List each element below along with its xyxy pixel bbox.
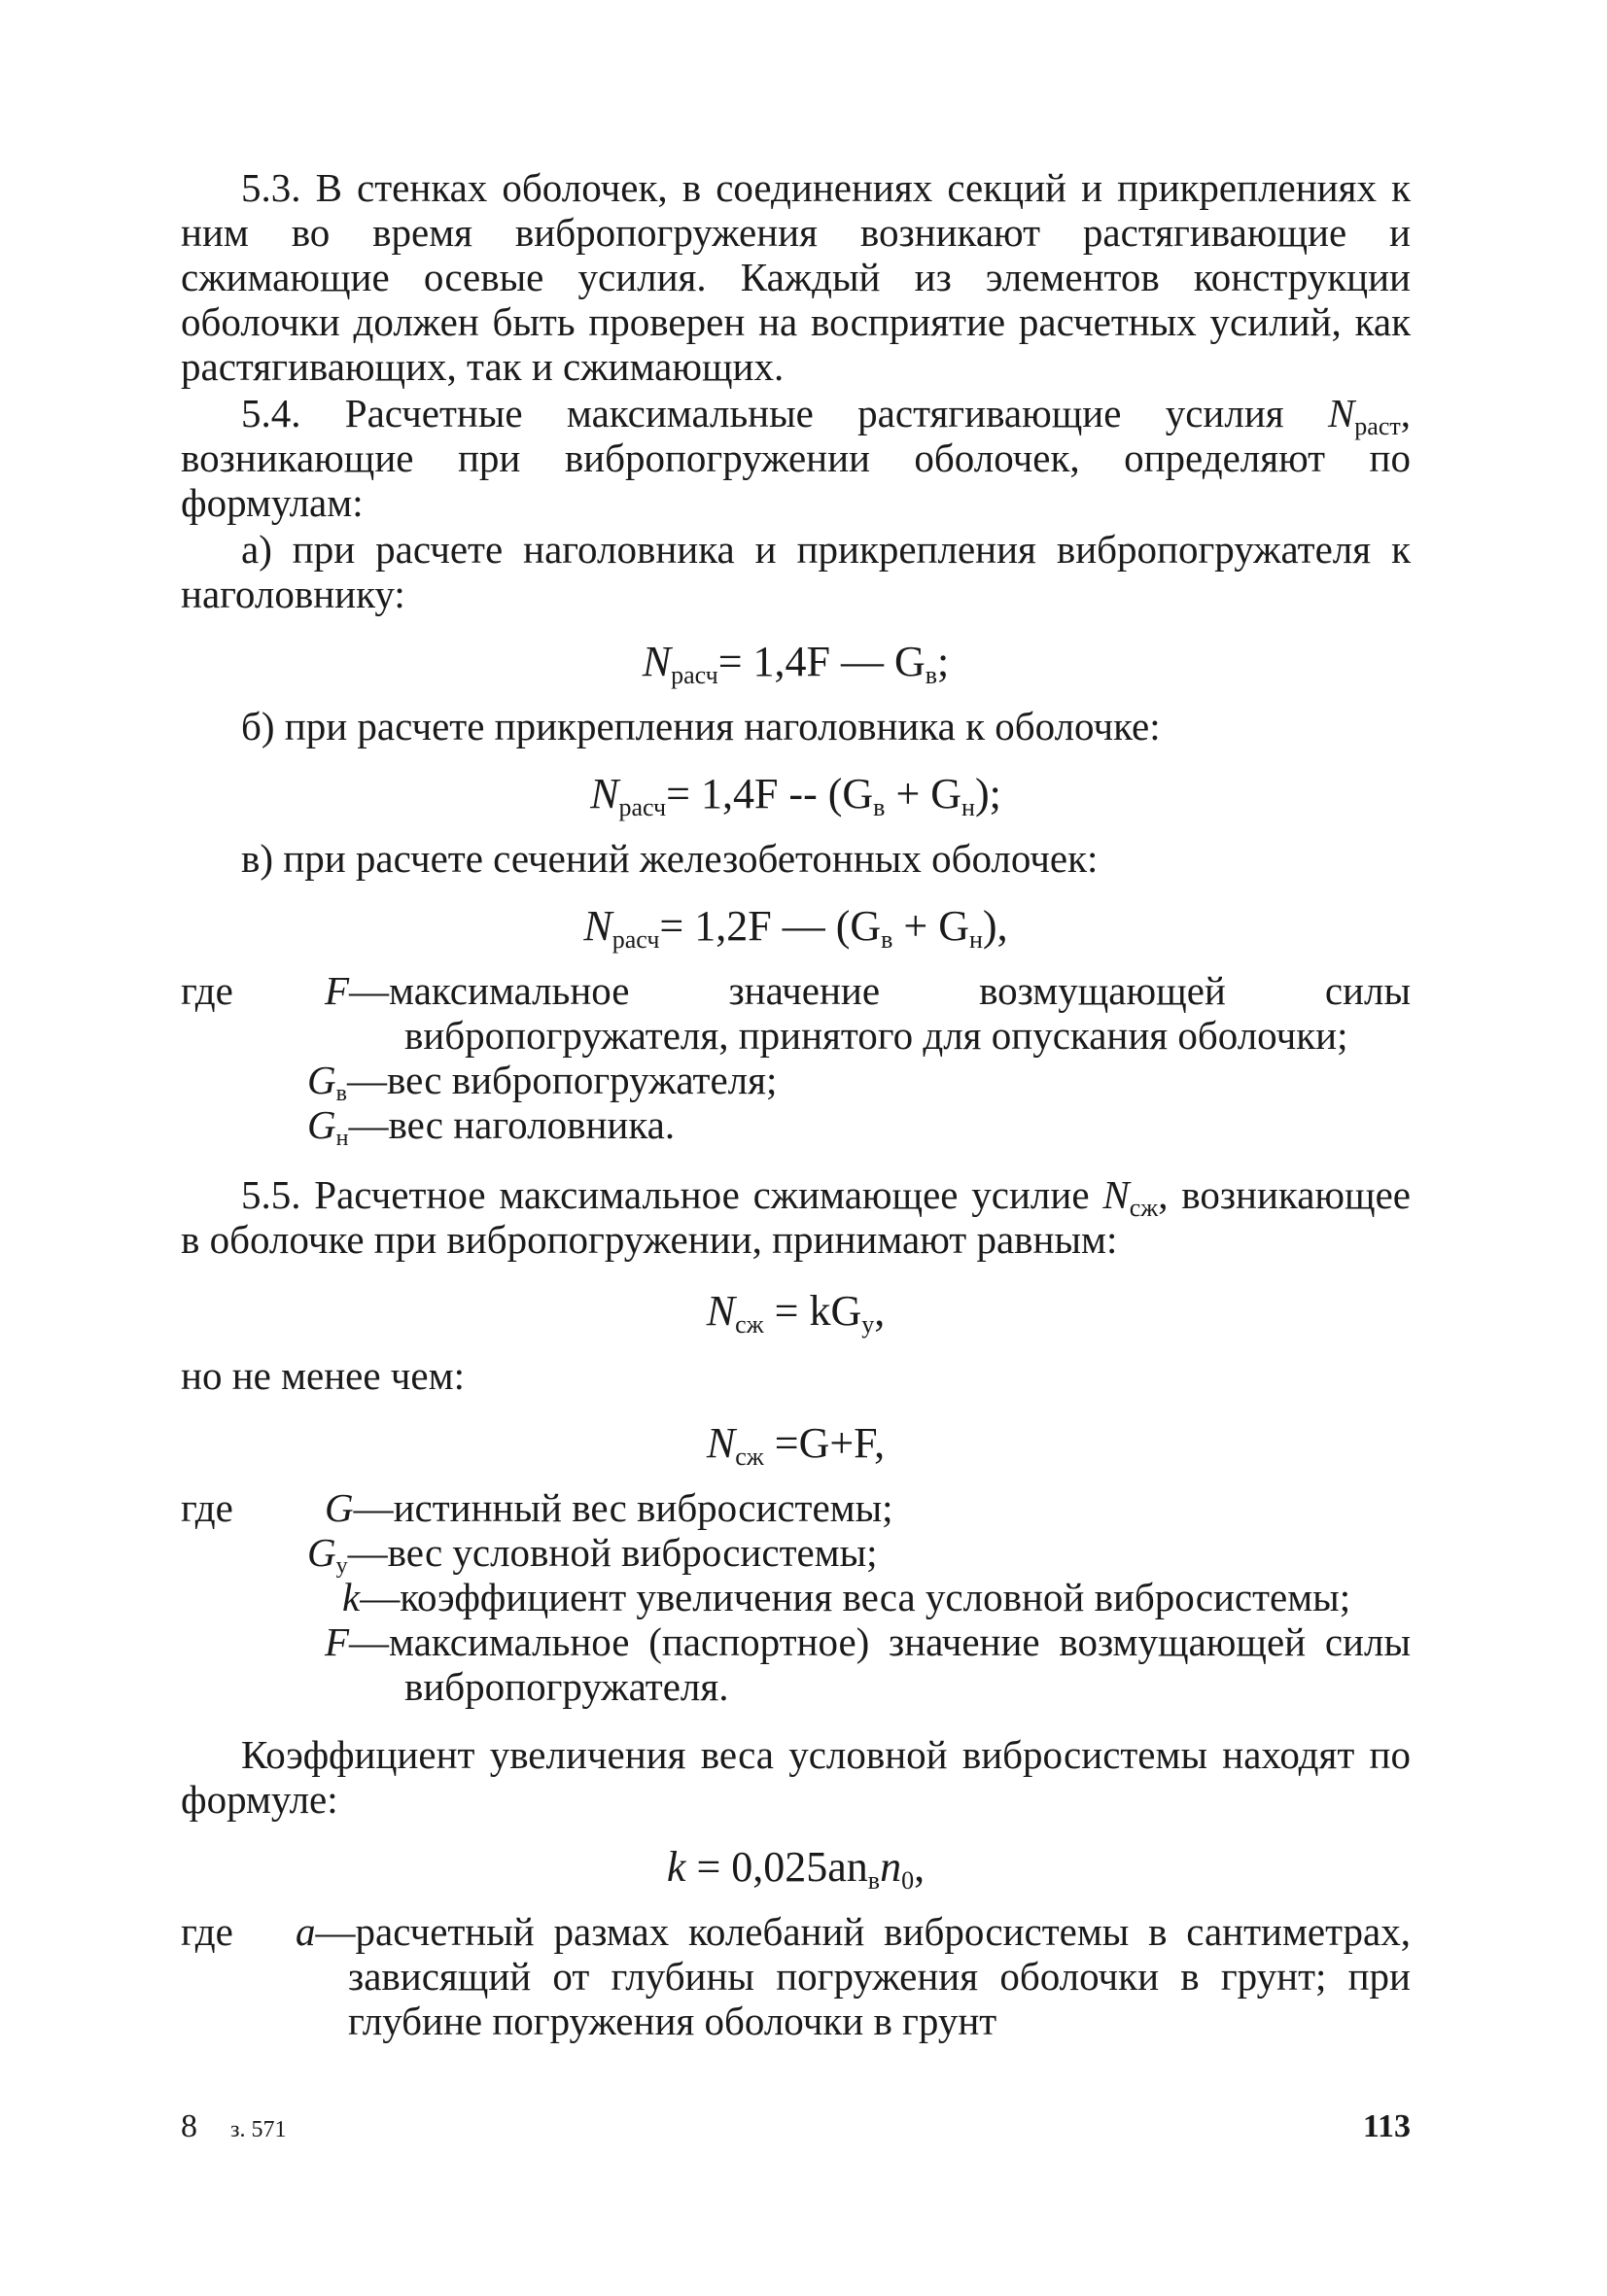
definition-g-v: $G_в—вес$ вибропогружателя;	[307, 1058, 778, 1106]
case-a-text: а) при расчете наголовника и прикрепления вибропогружателя к наголовнику:	[181, 527, 1411, 616]
where-label-2: где	[181, 1485, 233, 1530]
definition-a: a—расчетный размах колебаний вибросистемы в сантиметрах, зависящий от глубины погружения оболочки в грунт; при глубине погружения оболочки в грунт	[296, 1909, 1411, 2043]
definition-g: G—истинный вес вибросистемы;	[325, 1485, 893, 1530]
formula-1: $N_{расч}= 1,4F$ — $G_в$;	[642, 638, 950, 689]
definitions-block-2	[181, 1485, 1411, 1709]
formula-4: $N_{сж} = kG_у$,	[706, 1287, 886, 1339]
definition-g-n: $G_н—вес$ наголовника.	[307, 1102, 676, 1151]
where-label-3: где	[181, 1909, 233, 1954]
definition-k: k—коэффициент увеличения веса условной вибросистемы;	[342, 1575, 1351, 1619]
not-less-text: но не менее чем:	[181, 1353, 465, 1398]
definition-g-u: $G_у—вес$ условной вибросистемы;	[307, 1530, 878, 1579]
footer-signature: 8 з. 571	[181, 2108, 287, 2144]
paragraph-5-4-text-a: 5.4. Расчетные максимальные растягивающие усилия	[241, 391, 1328, 435]
definitions-block-3	[181, 1909, 1411, 2043]
symbol-n-rast-sub: раст	[1354, 412, 1401, 440]
definitions-block-1	[181, 968, 1411, 1151]
page-number: 113	[1362, 2108, 1411, 2144]
paragraph-5-5: 5.5. Расчетное максимальное сжимающее усилие Nсж, возникающее в оболочке при вибропогружении, принимают равным:	[181, 1172, 1411, 1262]
symbol-n-rast: N	[1327, 391, 1355, 435]
case-c-text: в) при расчете сечений железобетонных оболочек:	[241, 836, 1099, 881]
paragraph-5-4-text-b: , возникающие при вибропогружении оболочек, определяют по формулам:	[181, 391, 1411, 525]
definition-f-2: F—максимальное (паспортное) значение возмущающей силы вибропогружателя.	[325, 1619, 1411, 1709]
paragraph-5-3: 5.3. В стенках оболочек, в соединениях секций и прикреплениях к ним во время вибропогружения возникают растягивающие и сжимающие осевые усилия. Каждый из элементов конструкции оболочки должен быть проверен на восприятие расчетных усилий, как растягивающих, так и сжимающих.	[181, 165, 1411, 389]
coefficient-intro: Коэффициент увеличения веса условной вибросистемы находят по формуле:	[181, 1732, 1411, 1822]
formula-3: $N_{расч}= 1,2F$ — $(G_в + G_н)$,	[583, 902, 1008, 954]
definition-f: F—максимальное значение возмущающей силы вибропогружателя, принятого для опускания оболочки;	[325, 968, 1411, 1058]
paragraph-5-4	[181, 391, 1411, 525]
document-page	[181, 165, 1411, 2043]
where-label: где	[181, 968, 233, 1013]
formula-2: $N_{расч}= 1,4F -- (G_в + G_н)$;	[590, 770, 1001, 821]
formula-5: $N_{сж} =G+F$,	[706, 1419, 886, 1471]
formula-6: $k = 0,025an_вn_0$,	[666, 1843, 926, 1895]
case-b-text: б) при расчете прикрепления наголовника к оболочке:	[241, 704, 1161, 748]
